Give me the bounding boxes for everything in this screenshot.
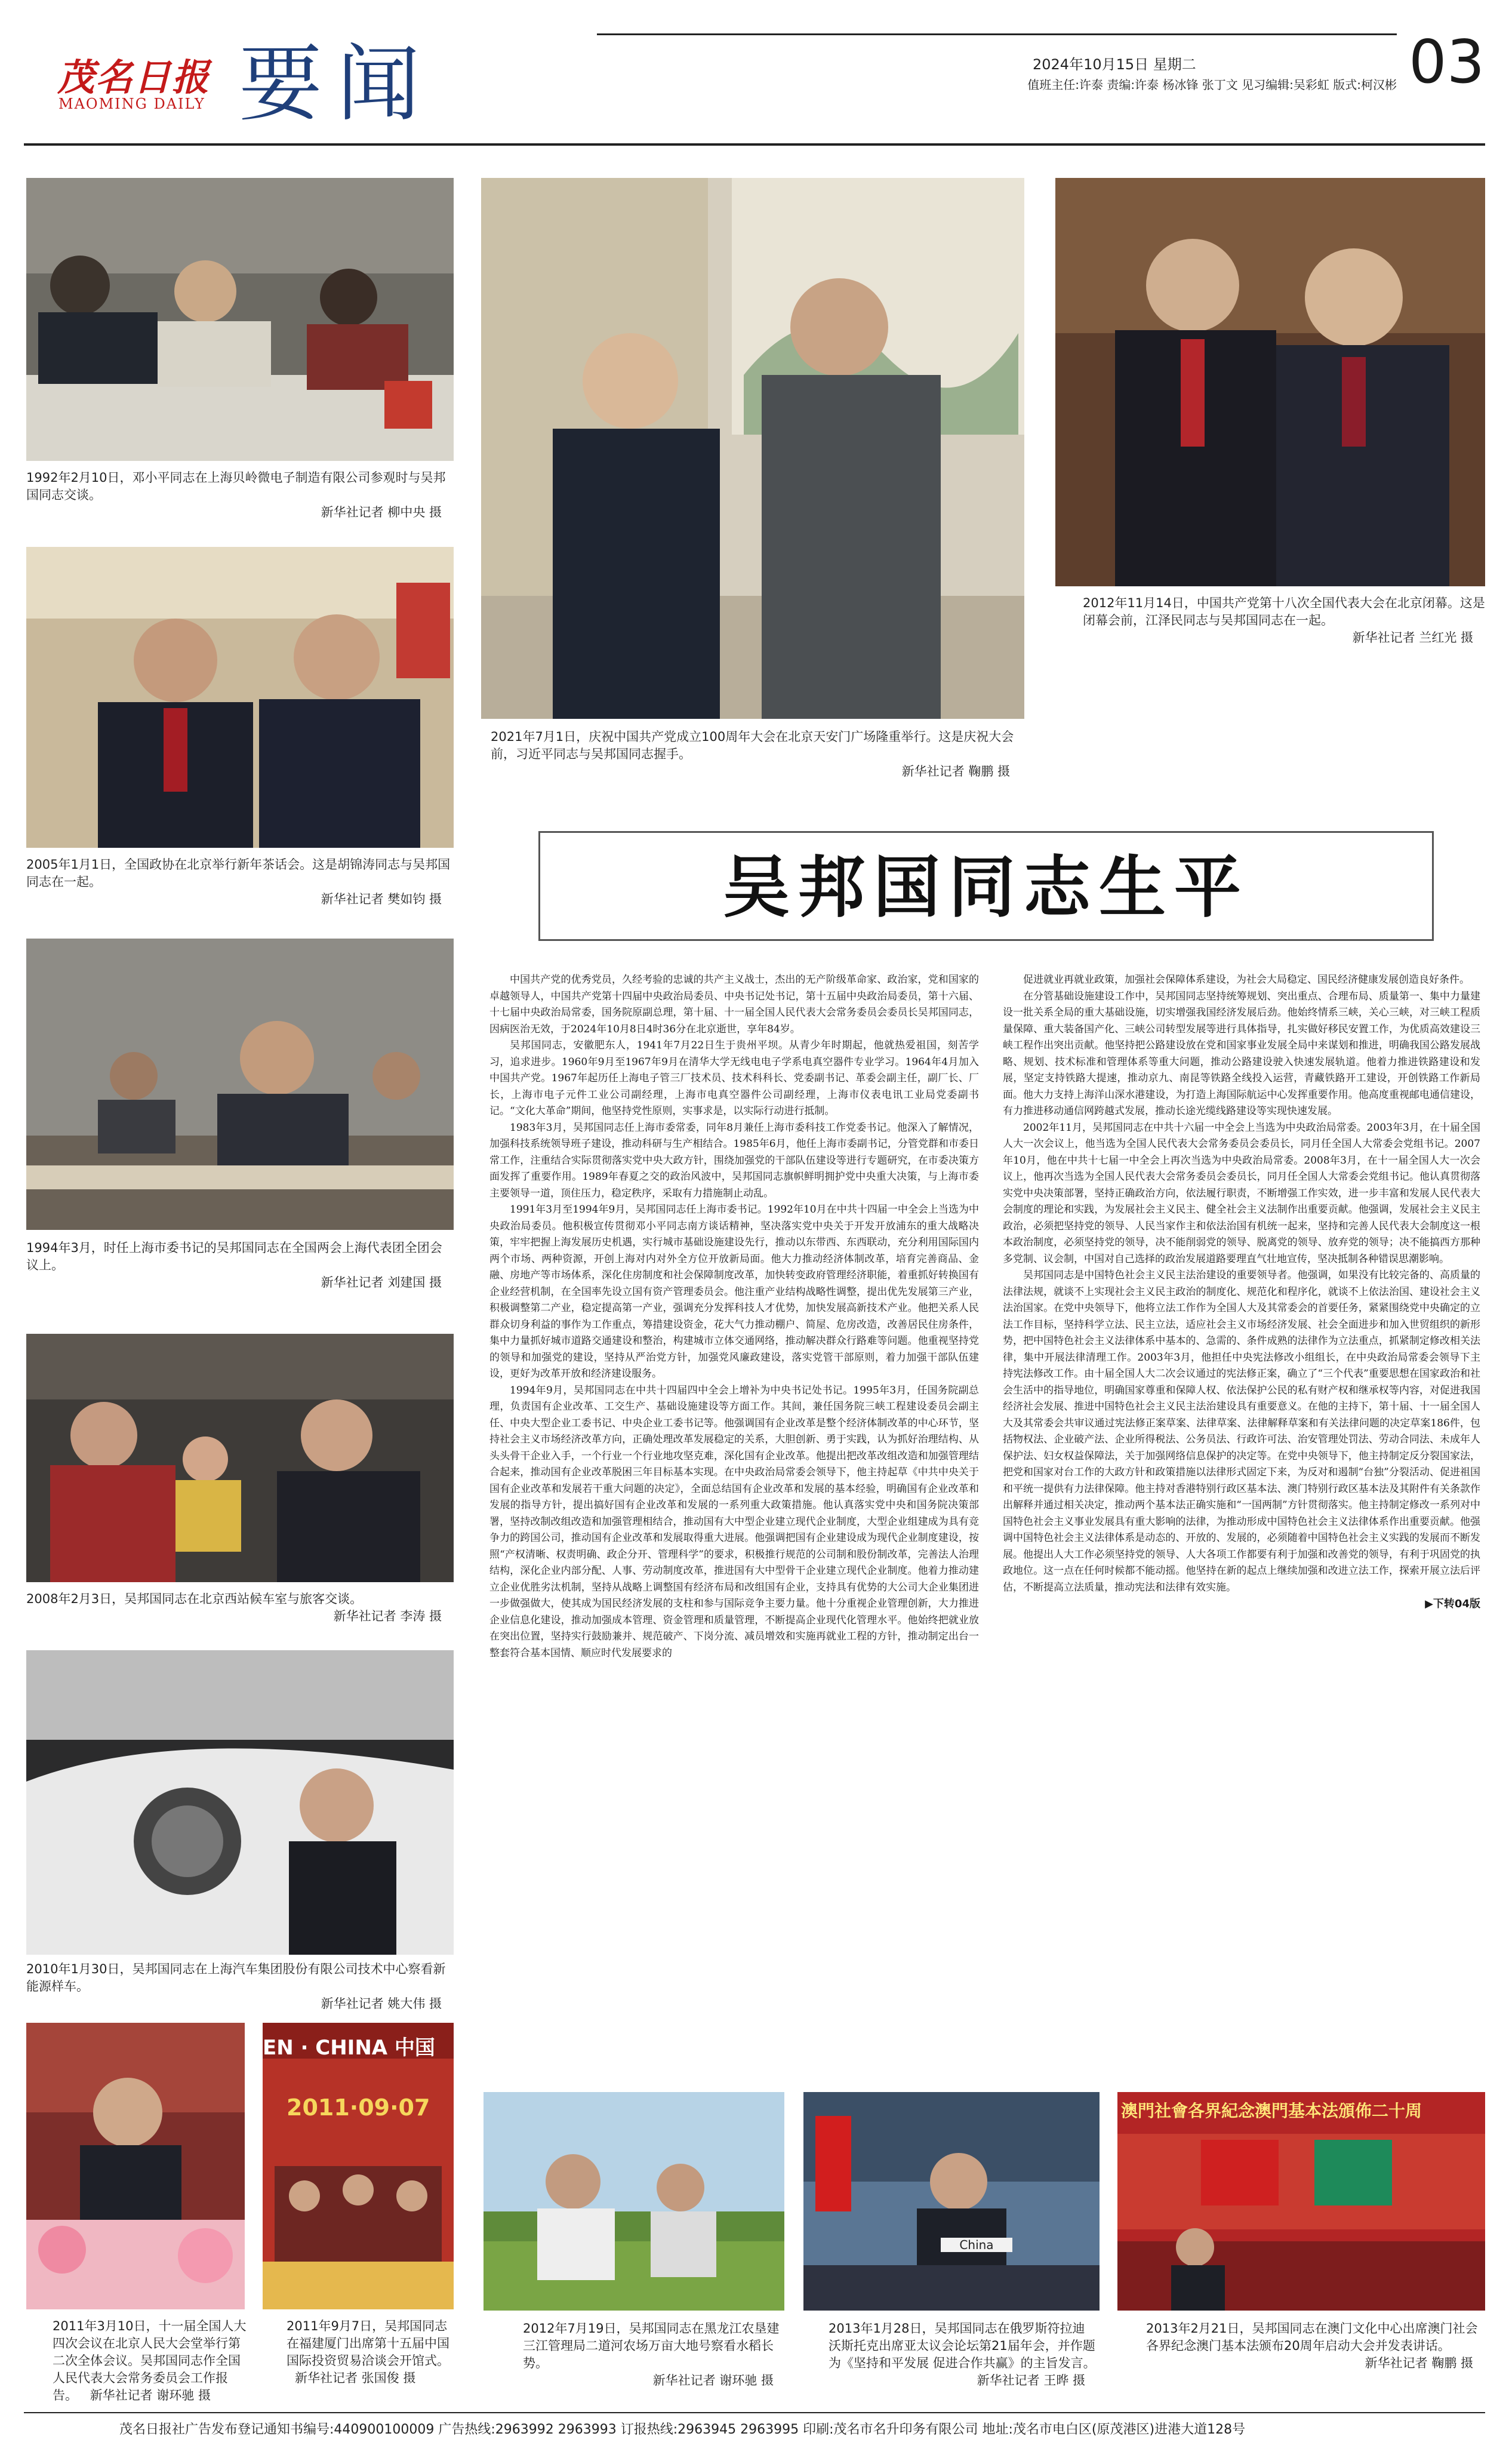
photo-2013-apf-vladivostok [803, 2092, 1100, 2311]
logo-cn: 茂名日报 [57, 56, 211, 99]
photo-2013-macau-basic-law [1117, 2092, 1485, 2311]
caption-text: 2012年11月14日，中国共产党第十八次全国代表大会在北京闭幕。这是闭幕会前，江泽民同志与吴邦国同志在一起。 [1083, 596, 1485, 627]
article-paragraph: 1983年3月，吴邦国同志任上海市委常委，同年8月兼任上海市委科技工作党委书记。他深入了解情况，加强科技系统领导班子建设，推动科研与生产相结合。1985年6月，他任上海市委副书记，分管党群和市委日常工作，注重结合实际贯彻落实党中央大政方针，围绕加强党的干部队伍建设等进行专题研究，在市委决策方面发挥了重要作用。1989年春夏之交的政治风波中，吴邦国同志旗帜鲜明拥护党中央重大决策，与上海市委主要领导一道，顶住压力，稳定秩序，采取有力措施制止动乱。 [489, 1121, 979, 1199]
china-nameplate: China [941, 2238, 1012, 2252]
article-paragraph: 1994年9月，吴邦国同志在中共十四届四中全会上增补为中央书记处书记。1995年3月，任国务院副总理，负责国有企业改革、工交生产、基础设施建设等方面工作。其间，兼任国务院三峡工程建设委员会副主任、中央大型企业工委书记、中央企业工委书记等。他强调国有企业改革是整个经济体制改革的中心环节，坚持社会主义市场经济改革方向，正确处理改革发展稳定的关系，大胆创新、勇于实践，认为抓好治理结构、从头头骨干企业入手，一个行业一个行业地攻坚克难，深化国有企业改革。他提出把改革改组改造和加强管理结合起来，推动国有企业改革脱困三年目标基本实现。在中央政治局常委会领导下，他主持起草《中共中央关于国有企业改革和发展若干重大问题的决定》，全面总结国有企业改革和发展的基本经验，明确国有企业改革和发展的指导方针，提出搞好国有企业改革和发展的一系列重大政策措施。他认真落实党中央和国务院决策部署，坚持改制改组改造和加强管理相结合，推动国有大中型企业建立现代企业制度，大型企业组建成为具有竞争力的跨国公司，推动国有企业改革和发展取得重大进展。他强调把国有企业建设成为现代企业制度建设，按照“产权清晰、权责明确、政企分开、管理科学”的要求，积极推行规范的公司制和股份制改革，完善法人治理结构，深化企业内部分配、人事、劳动制度改革，推进国有大中型骨干企业建立现代企业制度。他着力推动建立企业优胜劣汰机制，坚持从战略上调整国有经济布局和改组国有企业，支持具有优势的大公司大企业集团进一步做强做大，使其成为国民经济发展的支柱和参与国际竞争主要力量。他十分重视企业管理创新，大力推进企业信息化建设，推动加强成本管理、资金管理和质量管理，不断提高企业现代化管理水平。他始终把就业放在突出位置，坚持实行鼓励兼并、规范破产、下岗分流、减员增效和实施再就业工程的方针，推动制定出台一整套符合基本国情、顺应时代发展要求的 [489, 1384, 979, 1659]
caption-text: 1992年2月10日，邓小平同志在上海贝岭微电子制造有限公司参观时与吴邦国同志交谈。 [26, 470, 446, 502]
photo-2012-jiang-wu [1055, 178, 1485, 586]
caption-photo-1 [26, 469, 454, 521]
article-paragraph: 2002年11月，吴邦国同志在中共十六届一中全会上当选为中央政治局常委。2003年3月，在十届全国人大一次会议上，他当选为全国人民代表大会常务委员会委员长，同月任全国人大常委会党组书记。2007年10月，他在中共十七届一中全会上再次当选为中央政治局常委。2008年3月，在十一届全国人大一次会议上，他再次当选为全国人民代表大会常务委员会委员长，同月任全国人大常委会党组书记。他认真贯彻落实党中央决策部署，坚持正确政治方向，依法履行职责，不断增强工作实效，进一步丰富和发展人民代表大会制度的理论和实践，为发展社会主义民主、健全社会主义法制作出重要贡献。他强调，发展社会主义民主政治，必须把坚持党的领导、人民当家作主和依法治国有机统一起来，坚持和完善人民代表大会制度这一根本政治制度，必须坚持党的领导，决不能削弱党的领导、脱离党的领导、放弃党的领导；决不能搞西方那种多党制、议会制，中国对自己选择的政治发展道路要理直气壮地宣传，坚决抵制各种错误思潮影响。 [1003, 1121, 1480, 1265]
expo-date-text: 2011·09·07 [287, 2094, 430, 2121]
page-number: 03 [1409, 27, 1485, 97]
article-paragraph: 中国共产党的优秀党员，久经考验的忠诚的共产主义战士，杰出的无产阶级革命家、政治家，党和国家的卓越领导人，中国共产党第十四届中央政治局委员、中央书记处书记，第十五届中央政治局委员，第十六届、十七届中央政治局常委，国务院原副总理，第十届、十一届全国人民代表大会常务委员会委员长吴邦国同志，因病医治无效，于2024年10月8日4时36分在北京逝世，享年84岁。 [489, 974, 979, 1035]
article-paragraph: 吴邦国同志，安徽肥东人，1941年7月22日生于贵州平坝。从青少年时期起，他就热爱祖国，刻苦学习，追求进步。1960年9月至1967年9月在清华大学无线电电子学系电真空器件专业学习。1964年4月加入中国共产党。1967年起历任上海电子管三厂技术员、技术科科长、党委副书记、革委会副主任，副厂长、厂长，上海市电子元件工业公司副经理，上海市电真空器件公司副经理，上海市仪表电讯工业局党委副书记。“文化大革命”期间，他坚持党性原则，实事求是，以实际行动进行抵制。 [489, 1039, 979, 1117]
caption-text: 2013年1月28日，吴邦国同志在俄罗斯符拉迪沃斯托克出席亚太议会论坛第21届年会，并作题为《坚持和平发展 促进合作共赢》的主旨发言。 [829, 2321, 1096, 2370]
macau-banner-text: 澳門社會各界紀念澳門基本法頒佈二十周 [1121, 2101, 1422, 2121]
caption-credit: 新华社记者 谢环驰 摄 [652, 2373, 774, 2388]
caption-photo-7 [26, 1961, 454, 2013]
caption-credit: 新华社记者 谢环驰 摄 [90, 2388, 211, 2403]
article-title-box [538, 831, 1434, 941]
article-paragraph: 1991年3月至1994年9月，吴邦国同志任上海市委书记。1992年10月在中共十四届一中全会上当选为中央政治局委员。他积极宣传贯彻邓小平同志南方谈话精神，坚决落实党中央关于开发开放浦东的重大战略决策，牢牢把握上海发展历史机遇，实行城市基础设施建设先行，推动以东带西、东西联动，充分利用国际国内两个市场、两种资源，开创上海对内对外全方位开放新局面。他大力推动经济体制改革，培育完善商品、金融、房地产等市场体系，深化住房制度和社会保障制度改革，加快转变政府管理经济职能，着重抓好转换国有企业经营机制，在全国率先设立国有资产管理委员会。他注重产业结构战略性调整，提出优先发展第三产业，积极调整第二产业，稳定提高第一产业，强调充分发挥科技人才优势，加快发展高新技术产业。他把关系人民群众切身利益的事作为工作重点，筹措建设资金，花大气力推动棚户、简屋、危房改造，改善居民住房条件，集中力量抓好城市道路交通建设和整治，构建城市立体交通网络，推动解决群众行路难等问题。他重视坚持党的领导和加强党的建设，坚持从严治党方针，加强党风廉政建设，落实党管干部原则，着力加强干部队伍建设，更好为改革开放和经济建设服务。 [489, 1204, 979, 1380]
caption-text: 2013年2月21日，吴邦国同志在澳门文化中心出席澳门社会各界纪念澳门基本法颁布20周年启动大会并发表讲话。 [1146, 2321, 1478, 2353]
footer-info: 茂名日报社广告发布登记通知书编号:440900100009 广告热线:2963992 2963993 订报热线:2963945 2963995 印刷:茂名市名升印务有限公司 地址:茂名市电白区(原茂港区)进港大道128号 [119, 2422, 1246, 2437]
caption-photo-2 [491, 728, 1022, 780]
footer-rule [24, 2412, 1485, 2413]
photo-2010-saic-car [26, 1650, 454, 1955]
article-paragraph: 促进就业再就业政策，加强社会保障体系建设，为社会大局稳定、国民经济健康发展创造良好条件。 [1023, 974, 1470, 986]
caption-credit: 新华社记者 刘建国 摄 [321, 1275, 442, 1290]
caption-credit: 新华社记者 樊如钧 摄 [321, 892, 442, 906]
photo-2021-handshake [481, 178, 1024, 719]
header-rule-bottom [24, 143, 1485, 146]
header-rule-top [597, 33, 1397, 35]
article-column-2 [1003, 972, 1480, 1613]
caption-credit: 新华社记者 王晔 摄 [977, 2373, 1085, 2388]
caption-text: 2011年3月10日，十一届全国人大四次会议在北京人民大会堂举行第二次全体会议。吴邦国同志作全国人民代表大会常务委员会工作报告。 [53, 2319, 247, 2403]
caption-credit: 新华社记者 姚大伟 摄 [321, 1997, 442, 2011]
caption-photo-12 [1146, 2320, 1485, 2372]
logo-en: MAOMING DAILY [58, 96, 205, 112]
photo-2011-npc-report [26, 2023, 245, 2309]
caption-text: 1994年3月，时任上海市委书记的吴邦国同志在全国两会上海代表团全团会议上。 [26, 1241, 442, 1272]
caption-text: 2021年7月1日，庆祝中国共产党成立100周年大会在北京天安门广场隆重举行。这是庆祝大会前，习近平同志与吴邦国同志握手。 [491, 730, 1014, 761]
caption-text: 2012年7月19日，吴邦国同志在黑龙江农垦建三江管理局二道河农场万亩大地号察看水稻长势。 [523, 2321, 780, 2370]
caption-text: 2010年1月30日，吴邦国同志在上海汽车集团股份有限公司技术中心察看新能源样车。 [26, 1962, 446, 1994]
caption-photo-10 [523, 2320, 786, 2389]
article-paragraph: 在分管基础设施建设工作中，吴邦国同志坚持统筹规划、突出重点、合理布局、质量第一、集中力量建设一批关系全局的重大基础设施，切实增强我国经济发展后劲。他始终情系三峡，关心三峡，对三峡工程质量保障、重大装备国产化、三峡公司转型发展等进行具体指导，扎实做好移民安置工作，为优质高效建设三峡工程作出突出贡献。他坚持把公路建设放在党和国家事业发展全局中来谋划和推进，明确我国公路发展战略、规划、技术标准和管理体系等重大问题，推动公路建设驶入快速发展轨道。他着力推进铁路建设和发展，坚定支持铁路大提速，推动京九、南昆等铁路全线投入运营，青藏铁路开工建设，开创铁路工作新局面。他大力支持上海洋山深水港建设，为打造上海国际航运中心发挥重要作用。他高度重视邮电通信建设，有力推进移动通信网跨越式发展，推动长途光缆线路建设等实现快速发展。 [1003, 990, 1480, 1117]
issue-date: 2024年10月15日 星期二 [1033, 56, 1196, 73]
photo-2005-new-year-tea [26, 547, 454, 848]
caption-photo-6 [26, 1591, 454, 1625]
article-paragraph: 吴邦国同志是中国特色社会主义民主法治建设的重要领导者。他强调，如果没有比较完备的、高质量的法律法规，就谈不上实现社会主义民主政治的制度化、规范化和程序化，就谈不上依法治国、建设社会主义法治国家。在党中央领导下，他将立法工作作为全国人大及其常委会的首要任务，紧紧围绕党中央确定的立法工作目标，坚持科学立法、民主立法，适应社会主义市场经济发展、社会全面进步和加入世贸组织的新形势，把中国特色社会主义法律体系中基本的、急需的、条件成熟的法律作为立法重点，抓紧制定修改相关法律，集中开展法律清理工作。2003年3月，他担任中央宪法修改小组组长，在中央政治局常委会领导下主持宪法修改工作。由十届全国人大二次会议通过的宪法修正案，确立了“三个代表”重要思想在国家政治和社会生活中的指导地位，明确国家尊重和保障人权、依法保护公民的私有财产权和继承权等内容，对促进我国经济社会发展、推进中国特色社会主义民主法治建设具有重要意义。在他的主持下，第十届、十一届全国人大及其常委会共审议通过宪法修正案草案、法律草案、法律解释草案和有关法律问题的决定草案186件，包括物权法、企业破产法、企业所得税法、公务员法、行政许可法、治安管理处罚法、劳动合同法、未成年人保护法、妇女权益保障法，关于加强网络信息保护的决定等。在党中央领导下，他主持制定反分裂国家法，把党和国家对台工作的大政方针和政策措施以法律形式固定下来，为反对和遏制“台独”分裂活动、促进祖国和平统一提供有力法律保障。他主持对香港特别行政区基本法、澳门特别行政区基本法及其附件有关条款作出解释并通过相关决定，推动两个基本法正确实施和“一国两制”方针贯彻落实。他主持制定修改一系列对中国特色社会主义事业发展具有重大影响的法律，为推动形成中国特色社会主义法律体系作出重要贡献。他强调中国特色社会主义法律体系是动态的、开放的、发展的，必须随着中国特色社会主义实践的发展而不断发展。他提出人大工作必须坚持党的领导、人大各项工作都要有利于加强和改善党的领导，有利于巩固党的执政地位。这一点在任何时候都不能动摇。他坚持在新的起点上继续加强和改进立法工作，探索开展立法后评估，不断提高立法质量，推动宪法和法律有效实施。 [1003, 1269, 1480, 1594]
photo-2012-rice-field [484, 2092, 784, 2311]
photo-1992-shanghai-belling [26, 178, 454, 461]
photo-2008-beijing-west [26, 1334, 454, 1582]
caption-credit: 新华社记者 兰红光 摄 [1352, 630, 1473, 645]
caption-credit: 新华社记者 鞠鹏 摄 [901, 764, 1010, 779]
article-title: 吴邦国同志生平 [723, 848, 1249, 927]
caption-photo-8 [53, 2318, 250, 2404]
caption-text: 2005年1月1日，全国政协在北京举行新年茶话会。这是胡锦涛同志与吴邦国同志在一起。 [26, 857, 451, 889]
caption-photo-11 [829, 2320, 1097, 2389]
photo-1994-npc-shanghai [26, 939, 454, 1230]
caption-credit: 新华社记者 鞠鹏 摄 [1365, 2356, 1473, 2370]
expo-banner-text: EN · CHINA 中国 [263, 2036, 435, 2060]
continued-to-page-4[interactable]: ▶下转04版 [1425, 1598, 1480, 1610]
caption-credit: 新华社记者 张国俊 摄 [295, 2371, 416, 2385]
caption-credit: 新华社记者 柳中央 摄 [321, 505, 442, 519]
editors-line: 值班主任:许泰 责编:许泰 杨冰锋 张丁文 见习编辑:吴彩虹 版式:柯汉彬 [1027, 78, 1397, 92]
article-column-1 [489, 972, 979, 1662]
caption-photo-3 [1083, 595, 1485, 647]
caption-photo-5 [26, 1239, 454, 1291]
caption-credit: 新华社记者 李涛 摄 [333, 1609, 442, 1623]
caption-photo-4 [26, 856, 454, 908]
caption-photo-9 [287, 2318, 460, 2387]
caption-text: 2008年2月3日，吴邦国同志在北京西站候车室与旅客交谈。 [26, 1592, 363, 1606]
caption-text: 2011年9月7日，吴邦国同志在福建厦门出席第十五届中国国际投资贸易洽谈会开馆式。 [287, 2319, 449, 2368]
photo-2011-xiamen-expo [263, 2023, 454, 2309]
section-title: 要闻 [239, 36, 435, 133]
